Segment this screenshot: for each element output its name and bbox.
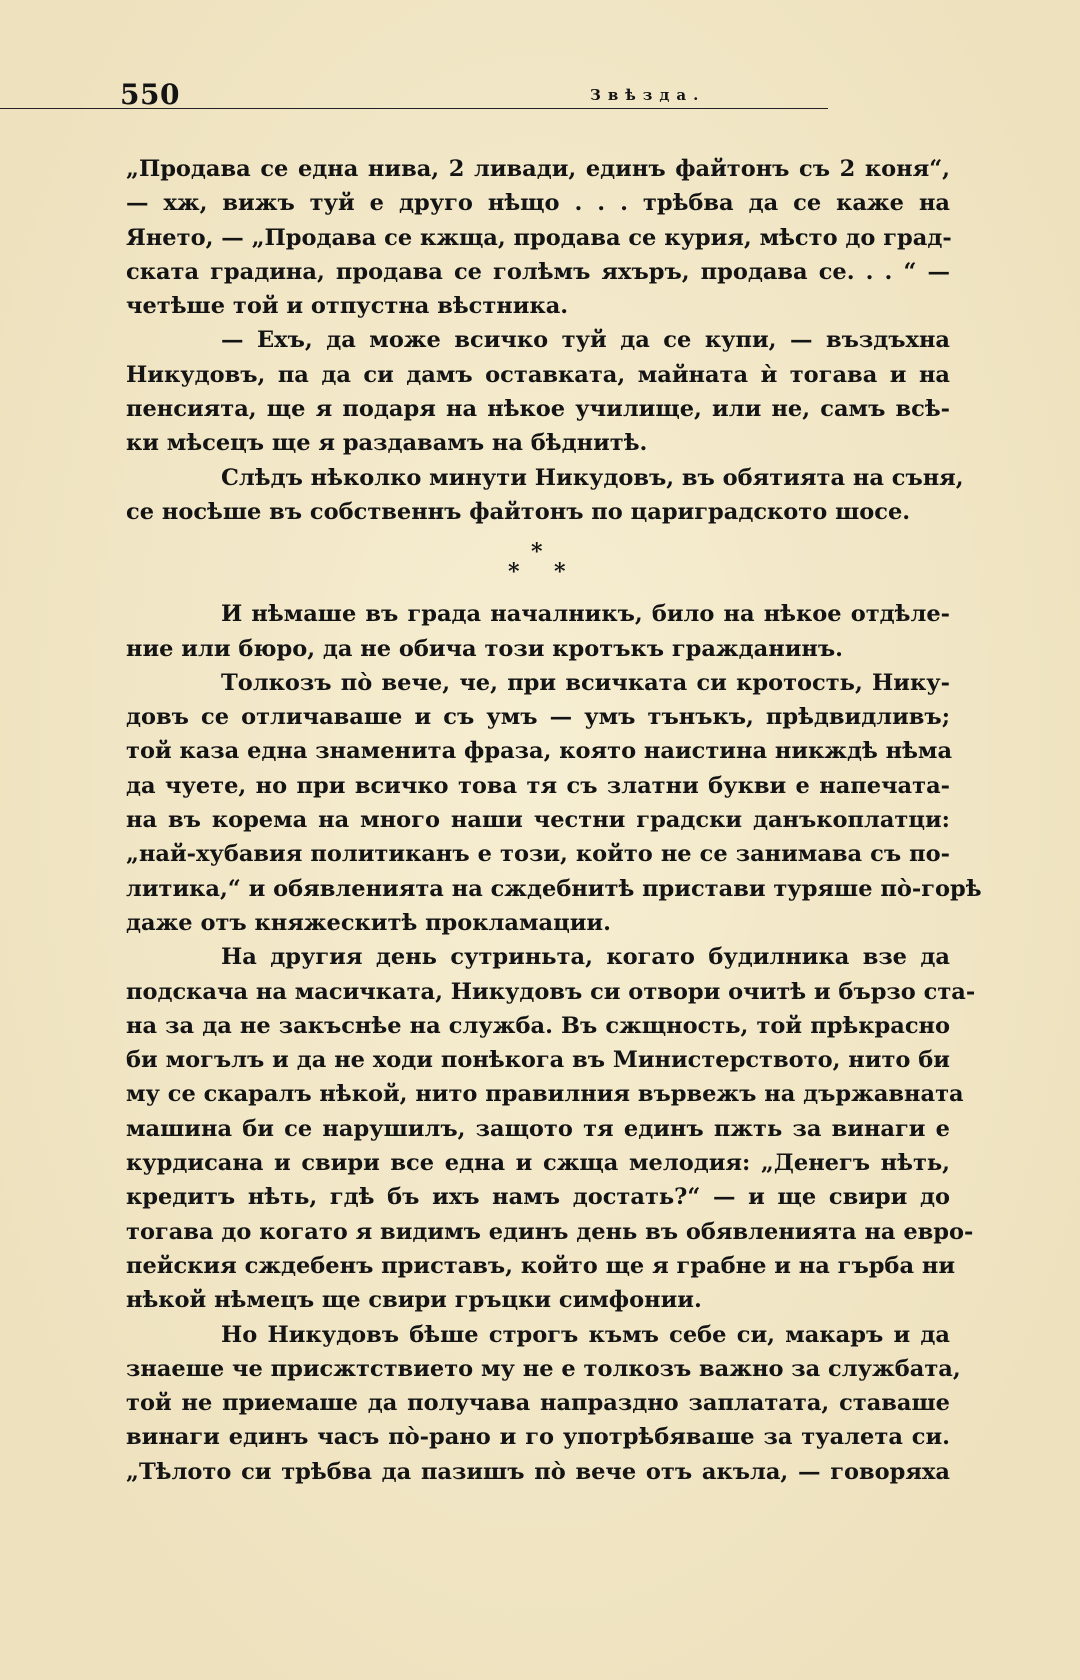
page-number: 550 [120, 78, 180, 111]
text-line: му се скаралъ нѣкой, нито правилния вървежъ на държавната [126, 1081, 964, 1108]
asterism-star: * [508, 559, 520, 586]
paragraph [126, 666, 982, 940]
text-line: — Ехъ, да може всичко туй да се купи, — въздъхна [221, 327, 950, 354]
text-line: Янето, — „Продава се кжща, продава се курия, мѣсто до град- [126, 224, 952, 251]
text-line: той каза една знаменита фраза, която наистина никждѣ нѣма [126, 738, 953, 765]
body-text [126, 152, 982, 1489]
text-line: знаеше че присжтствието му не е толкозъ важно за службата, [126, 1355, 961, 1382]
text-line: ки мѣсецъ ще я раздавамъ на бѣднитѣ. [126, 430, 648, 457]
text-line: би могълъ и да не ходи понѣкога въ Министерството, нито би [126, 1047, 950, 1074]
paragraph [126, 1318, 961, 1489]
text-line: Толкозъ пò вече, че, при всичката си кротость, Нику- [221, 669, 950, 696]
text-line: „най-хубавия политиканъ е този, който не се занимава съ по- [126, 841, 950, 868]
text-line: курдисана и свири все една и сжща мелодия: „Денегъ нѣть, [126, 1150, 950, 1177]
section-break-asterism [126, 529, 950, 597]
text-line: на въ корема на много наши честни градски данъкоплатци: [126, 807, 950, 834]
running-title: Звѣзда. [590, 86, 706, 104]
paragraph [126, 940, 976, 1317]
text-line: кредитъ нѣть, гдѣ бъ ихъ намъ достать?“ — и ще свири до [126, 1184, 950, 1211]
text-line: тогава до когато я видимъ единъ день въ обявленията на евро- [126, 1218, 974, 1245]
text-line: пейския сждебенъ приставъ, който ще я грабне и на гърба ни [126, 1252, 956, 1279]
asterism-star: * [554, 559, 566, 586]
text-line: Никудовъ, па да си дамъ оставката, майната ѝ тогава и на [126, 361, 950, 388]
text-line: пенсията, ще я подаря на нѣкое училище, или не, самъ всѣ- [126, 396, 950, 423]
text-line: „Продава се една нива, 2 ливади, единъ файтонъ съ 2 коня“, [126, 156, 950, 182]
paragraph [126, 152, 950, 323]
text-line: ската градина, продава се голѣмъ яхъръ, продава се. . . “ — [126, 258, 950, 285]
paragraph [126, 597, 950, 666]
text-line: литика,“ и обявленията на сждебнитѣ пристави туряше пò-горѣ [126, 875, 982, 902]
text-line: на за да не закъснѣе на служба. Въ сжщность, той прѣкрасно [126, 1012, 950, 1039]
text-line: — хж, вижъ туй е друго нѣщо . . . трѣбва да се каже на [126, 190, 950, 217]
text-line: „Тѣлото си трѣбва да пазишъ пò вече отъ акъла, — говоряха [126, 1458, 950, 1485]
text-line: Но Никудовъ бѣше строгъ къмъ себе си, макаръ и да [221, 1321, 950, 1348]
text-line: той не приемаше да получава напраздно заплатата, ставаше [126, 1390, 950, 1417]
asterism-star: * [531, 539, 543, 566]
text-line: Слѣдъ нѣколко минути Никудовъ, въ обятията на съня, [221, 464, 964, 491]
paragraph [126, 461, 964, 530]
text-line: подскача на масичката, Никудовъ си отвори очитѣ и бързо ста- [126, 978, 976, 1005]
text-line: довъ се отличаваше и съ умъ — умъ тънъкъ, прѣдвидливъ; [126, 704, 950, 731]
page-header [120, 78, 948, 118]
text-line: даже отъ княжескитѣ прокламации. [126, 909, 611, 936]
text-line: да чуете, но при всичко това тя съ златни букви е напечата- [126, 772, 950, 799]
paragraph [126, 323, 950, 460]
text-line: четѣше той и отпустна вѣстника. [126, 293, 569, 320]
text-line: се носѣше въ собственнъ файтонъ по цариградското шосе. [126, 498, 911, 525]
text-line: нѣкой нѣмецъ ще свири гръцки симфонии. [126, 1287, 702, 1314]
text-line: На другия день сутриньта, когато будилника взе да [221, 944, 950, 971]
text-line: И нѣмаше въ града началникъ, било на нѣкое отдѣле- [221, 601, 950, 628]
header-rule [0, 108, 828, 109]
text-line: ние или бюро, да не обича този кротъкъ гражданинъ. [126, 635, 843, 662]
text-line: машина би се нарушилъ, защото тя единъ пжть за винаги е [126, 1115, 950, 1142]
text-line: винаги единъ часъ пò-рано и го употрѣбяваше за туалета си. [126, 1424, 950, 1451]
